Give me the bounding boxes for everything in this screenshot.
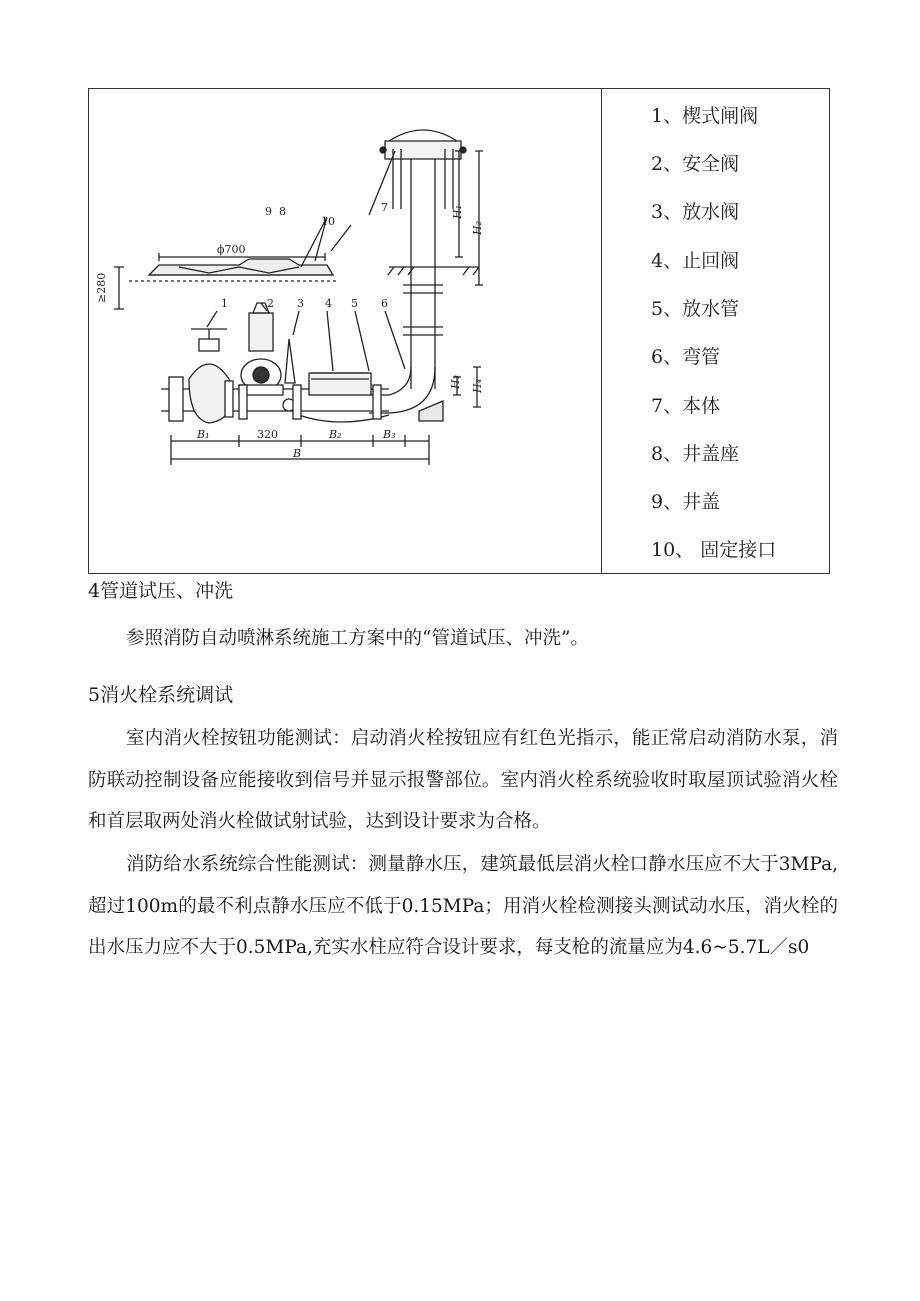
section-4-paragraph: 参照消防自动喷淋系统施工方案中的“管道试压、冲洗”。	[126, 628, 589, 649]
dim-b3: B₃	[383, 428, 396, 441]
callout-10: 10	[321, 215, 335, 228]
dim-b: B	[293, 447, 302, 460]
section-4-heading: 4管道试压、冲洗	[88, 580, 234, 602]
legend-item: 3、放水阀	[651, 201, 740, 223]
callout-7: 7	[381, 201, 388, 214]
callout-6: 6	[381, 297, 388, 310]
legend-item: 1、楔式闸阀	[651, 105, 759, 127]
legend-item: 5、放水管	[651, 298, 740, 320]
dim-320: 320	[257, 428, 278, 441]
dim-b2: B₂	[329, 428, 342, 441]
callout-3: 3	[297, 297, 304, 310]
legend-item: 10、 固定接口	[651, 539, 777, 561]
dim-h1: H₁	[451, 204, 464, 219]
dim-b1: B₁	[197, 428, 210, 441]
section-5-heading: 5消火栓系统调试	[88, 684, 234, 706]
legend-item: 7、本体	[651, 395, 721, 417]
callout-4: 4	[325, 297, 332, 310]
figure-table	[88, 88, 830, 574]
dim-h3: H₃	[449, 374, 462, 389]
hydrant-installation-drawing	[89, 89, 601, 575]
section-5-paragraph-1: 室内消火栓按钮功能测试：启动消火栓按钮应有红色光指示，能正常启动消防水泵，消防联动控制设备应能接收到信号并显示报警部位。室内消火栓系统验收时取屋顶试验消火栓和首层取两处消火栓做试射试验，达到设计要求为合格。	[88, 728, 838, 832]
legend-item: 4、止回阀	[651, 250, 740, 272]
dim-depth: ≥280	[95, 272, 108, 303]
section-5-paragraph-2: 消防给水系统综合性能测试：测量静水压，建筑最低层消火栓口静水压应不大于3MPa,超过100m的最不利点静水压应不低于0.15MPa；用消火栓检测接头测试动水压，消火栓的出水压力应不大于0.5MPa,充实水柱应符合设计要求，每支枪的流量应为4.6~5.7L／s0	[88, 854, 838, 958]
callout-1: 1	[221, 297, 228, 310]
dim-h4: H₄	[471, 378, 484, 393]
callout-5: 5	[351, 297, 358, 310]
legend-item: 2、安全阀	[651, 153, 740, 175]
callout-9: 9	[265, 205, 272, 218]
dim-h2: H₂	[471, 220, 484, 235]
legend-item: 9、井盖	[651, 491, 721, 513]
callout-8: 8	[279, 205, 286, 218]
dim-diameter: ϕ700	[217, 243, 246, 256]
callout-2: 2	[267, 297, 274, 310]
legend-item: 6、弯管	[651, 346, 721, 368]
legend-item: 8、井盖座	[651, 443, 740, 465]
table-divider	[601, 89, 602, 573]
parts-legend	[609, 89, 829, 575]
